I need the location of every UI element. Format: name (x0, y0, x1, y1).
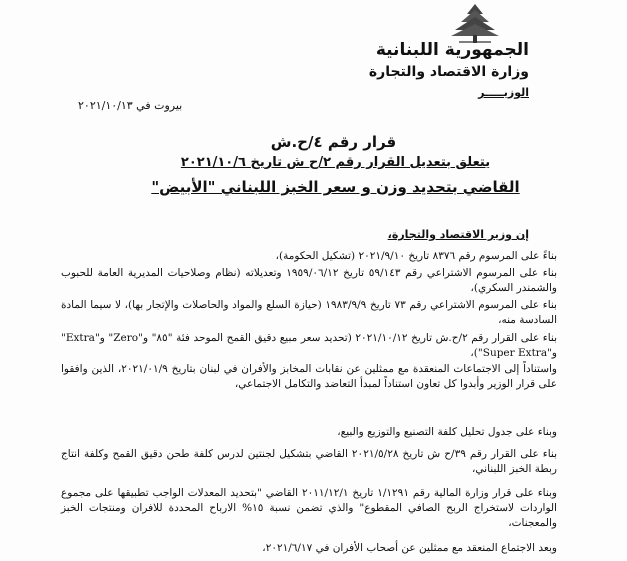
decision-number: قرار رقم ٤/ح.ش (270, 133, 397, 151)
decision-subject-line1: يتعلق بتعديل القرار رقم ٢/ح ش تاريخ ٢٠٢١/١٠/٦ (180, 155, 491, 170)
document-date: بيروت في ٢٠٢١/١٠/١٣ (78, 99, 183, 112)
paragraph: بناء على المرسوم الاشتراعي رقم ٧٣ تاريخ ١٩٨٣/٩/٩ (حيازة السلع والمواد والحاصلات والإتجار بها)، لا سيما المادة السادسة منه، (61, 299, 557, 326)
paragraph: بناءً على المرسوم رقم ٨٣٧٦ تاريخ ٢٠٢١/٩/١٠ (تشكيل الحكومة)، (275, 250, 557, 262)
paragraph: وبناء على قرار وزارة المالية رقم ١/١٢٩١ تاريخ ٢٠١١/١٢/١ القاضي "بتحديد المعدلات الواجب تطبيقها على مجموع الواردات لاستخراج الربح الصافي المقطوع" والذي تضمن نسبة ١٥% الارباح المحددة للافران ومنتجات الخبز والمعجنات، (61, 487, 558, 529)
minister-heading: الوزيـــــر (478, 86, 529, 99)
decision-subject-line2: القاضي بتحديد وزن و سعر الخبز اللبناني "الأبيض" (151, 178, 520, 196)
ministry-heading: وزارة الاقتصاد والتجارة (368, 64, 529, 80)
paragraph: وبناء على جدول تحليل كلفة التصنيع والتوزيع والبيع، (337, 426, 557, 438)
paragraph: بناء على القرار رقم ٢/ح.ش تاريخ ٢٠٢١/١٠/١٢ (تحديد سعر مبيع دقيق القمح الموحد فئة "٨٥" و"Zero" و"Extra" و"Super Extra")، (61, 332, 558, 359)
paragraph: واستناداً إلى الاجتماعات المنعقدة مع ممثلين عن نقابات المخابز والأفران في لبنان بتاريخ ٢٠٢١/٠١/٩، الذين وافقوا على قرار الوزير وأبدوا كل تعاون استناداً لمبدأ التعاضد والتكامل الاجتماعي، (61, 363, 557, 390)
paragraph: بناء على المرسوم الاشتراعي رقم ٥٩/١٤٣ تاريخ ١٩٥٩/٠٦/١٢ وتعديلاته (نظام وصلاحيات المديرية العامة للحبوب والشمندر السكري)، (61, 267, 557, 294)
paragraph: وبعد الاجتماع المنعقد مع ممثلين عن أصحاب الأفران في ٢٠٢١/٦/١٧، (262, 542, 557, 554)
paragraph: بناء على القرار رقم ٣٩/ح ش تاريخ ٢٠٢١/٥/٢٨ القاضي بتشكيل لجنتين لدرس كلفة طحن دقيق القمح وكلفة انتاج ربطة الخبز اللبناني، (61, 448, 557, 475)
republic-heading: الجمهورية اللبنانية (375, 40, 529, 60)
minister-address: إن وزير الاقتصاد والتجارة، (387, 228, 529, 241)
